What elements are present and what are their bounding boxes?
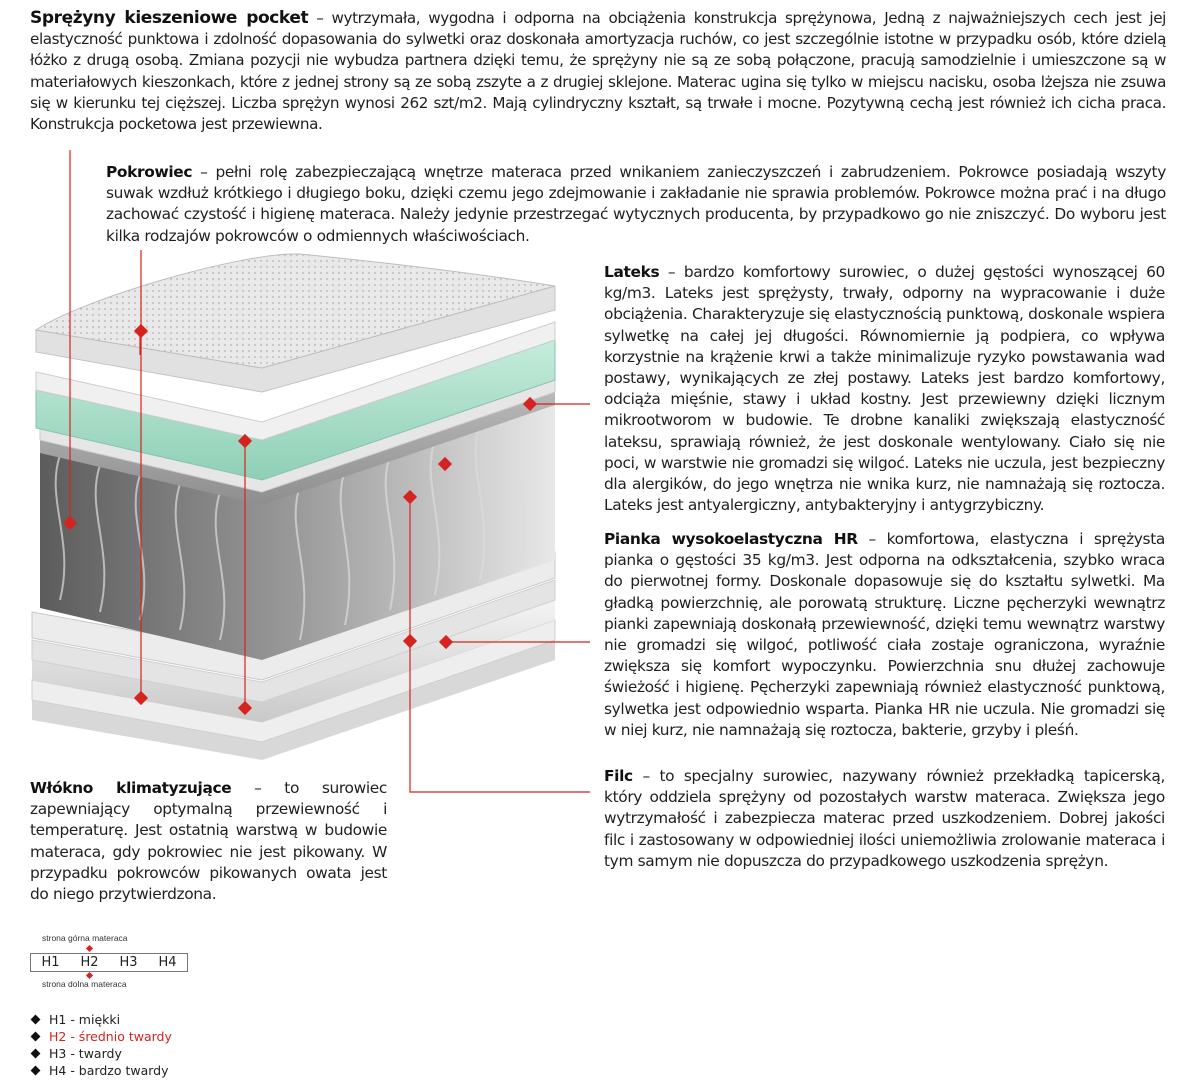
hr-foam-title: Pianka wysokoelastyczna HR [604, 530, 858, 548]
diamond-bullet-icon [31, 1066, 41, 1076]
climate-fibre-description [30, 778, 387, 905]
legend-item-h3 [30, 1045, 172, 1062]
felt-description [604, 766, 1165, 872]
climate-fibre-text: – to surowiec zapewniający optymalną przewiewność i temperaturę. Jest ostatnią warstwą w budowie materaca, gdy pokrowiec nie jest pikowany. W przypadku pokrowców pikowanych owata jest do niego przytwierdzona. [30, 779, 387, 904]
felt-title: Filc [604, 767, 633, 785]
cover-title: Pokrowiec [106, 163, 193, 181]
legend-item-h2 [30, 1028, 172, 1045]
legend-label: H3 - twardy [49, 1046, 122, 1061]
pocket-springs-description [30, 8, 1166, 135]
legend-label: H1 - miękki [49, 1012, 121, 1027]
bottom-side-label: strona dolna materaca [42, 979, 127, 989]
firmness-level-h3: H3 [119, 955, 138, 970]
cover-text: – pełni rolę zabezpieczającą wnętrze materaca przed wnikaniem zanieczyszczeń i zabrudzeniem. Pokrowce posiadają wszyty suwak wzdłuż krótkiego i długiego boku, dzięki czemu jego zdejmowanie i zakładanie nie sprawia problemów. Pokrowce można prać i na długo zachować czystość i higienę materaca. Należy jedynie przestrzegać wytycznych producenta, by przypadkowo go nie zniszczyć. Do wyboru jest kilka rodzajów pokrowców o odmiennych właściwościach. [106, 163, 1166, 245]
top-side-label: strona górna materaca [42, 933, 128, 943]
pocket-springs-title: Sprężyny kieszeniowe pocket [30, 8, 309, 28]
diamond-bullet-icon [31, 1049, 41, 1059]
latex-title: Lateks [604, 263, 660, 281]
legend-label: H2 - średnio twardy [49, 1029, 172, 1044]
firmness-levels [30, 953, 188, 972]
bottom-side-marker [86, 972, 93, 979]
top-side-marker [86, 945, 93, 952]
firmness-legend [30, 1011, 172, 1079]
latex-description [604, 262, 1165, 516]
latex-text: – bardzo komfortowy surowiec, o dużej gęstości wynoszącej 60 kg/m3. Lateks jest sprężysty, trwały, odporny na wypracowanie i duże obciążenia. Charakteryzuje się elastycznością punktową, doskonale wspiera sylwetkę na całej jej długości. Równomiernie ją podpiera, co wpływa korzystnie na krążenie krwi a także minimalizuje ryzyko powstawania wad postawy, wynikających ze złej postawy. Lateks jest bardzo komfortowy, odciąża mięśnie, stawy i układ kostny. Jest przewiewny dzięki licznym mikrootworom w budowie. Te drobne kanaliki zwiększają elastyczność lateksu, sprawiają również, że jest doskonale wentylowany. Ciało się nie poci, w warstwie nie gromadzi się wilgoć. Lateks nie uczula, jest bezpieczny dla alergików, do jego wnętrza nie wnika kurz, nie namnażają się roztocza. Lateks jest antyalergiczny, antybakteryjny i antygrzybiczny. [604, 263, 1165, 515]
diamond-bullet-icon [31, 1015, 41, 1025]
legend-item-h4 [30, 1062, 172, 1079]
climate-fibre-title: Włókno klimatyzujące [30, 779, 232, 797]
cover-description [106, 162, 1166, 247]
felt-text: – to specjalny surowiec, nazywany również przekładką tapicerską, który oddziela sprężyny od pozostałych warstw materaca. Zwiększa jego wytrzymałość i zabezpiecza materac przed uszkodzeniem. Dobrej jakości filc i zastosowany w odpowiedniej ilości uniemożliwia zrolowanie materaca i tym samym nie dopuszcza do przypadkowego uszkodzenia sprężyn. [604, 767, 1165, 870]
firmness-level-h2: H2 [80, 955, 99, 970]
diamond-bullet-icon [31, 1032, 41, 1042]
hr-foam-text: – komfortowa, elastyczna i sprężysta pianka o gęstości 35 kg/m3. Jest odporna na odkształcenia, szybko wraca do pierwotnej formy. Doskonale dopasowuje się do kształtu sylwetki. Ma gładką powierzchnię, ale porowatą strukturę. Liczne pęcherzyki wewnątrz pianki zapewniają doskonałą przewiewność, dzięki temu wewnątrz warstwy nie gromadzi się wilgoć, potliwość ciała zostaje ograniczona, wyraźnie zwiększa się komfort wypoczynku. Powierzchnia snu dłużej zachowuje świeżość i higienę. Pęcherzyki zapewniają również elastyczność punktową, sylwetka jest odpowiednio wsparta. Pianka HR nie uczula. Nie gromadzi się w niej kurz, nie namnażają się roztocza, bakterie, grzyby i pleśń. [604, 530, 1165, 739]
legend-label: H4 - bardzo twardy [49, 1063, 169, 1078]
firmness-level-h1: H1 [41, 955, 60, 970]
legend-item-h1 [30, 1011, 172, 1028]
firmness-scale [30, 930, 200, 990]
hr-foam-description [604, 529, 1165, 741]
pocket-springs-text: – wytrzymała, wygodna i odporna na obciążenia konstrukcja sprężynowa, Jedną z najważniejszych cech jest jej elastyczność punktowa i zdolność dopasowania do sylwetki oraz doskonała amortyzacja ruchów, co jest szczególnie istotne w przypadku osób, które dzielą łóżko z drugą osobą. Zmiana pozycji nie wybudza partnera dzięki temu, że sprężyny nie są ze sobą połączone, pracują samodzielnie i umieszczone są w materiałowych kieszonkach, które z jednej strony są ze sobą zszyte a z drugiej sklejone. Materac ugina się tylko w miejscu nacisku, osoba lżejsza nie zsuwa się w kierunku tej cięższej. Liczba sprężyn wynosi 262 szt/m2. Mają cylindryczny kształt, są trwałe i mocne. Pozytywną cechą jest również ich cicha praca. Konstrukcja pocketowa jest przewiewna. [30, 9, 1166, 134]
firmness-level-h4: H4 [158, 955, 177, 970]
